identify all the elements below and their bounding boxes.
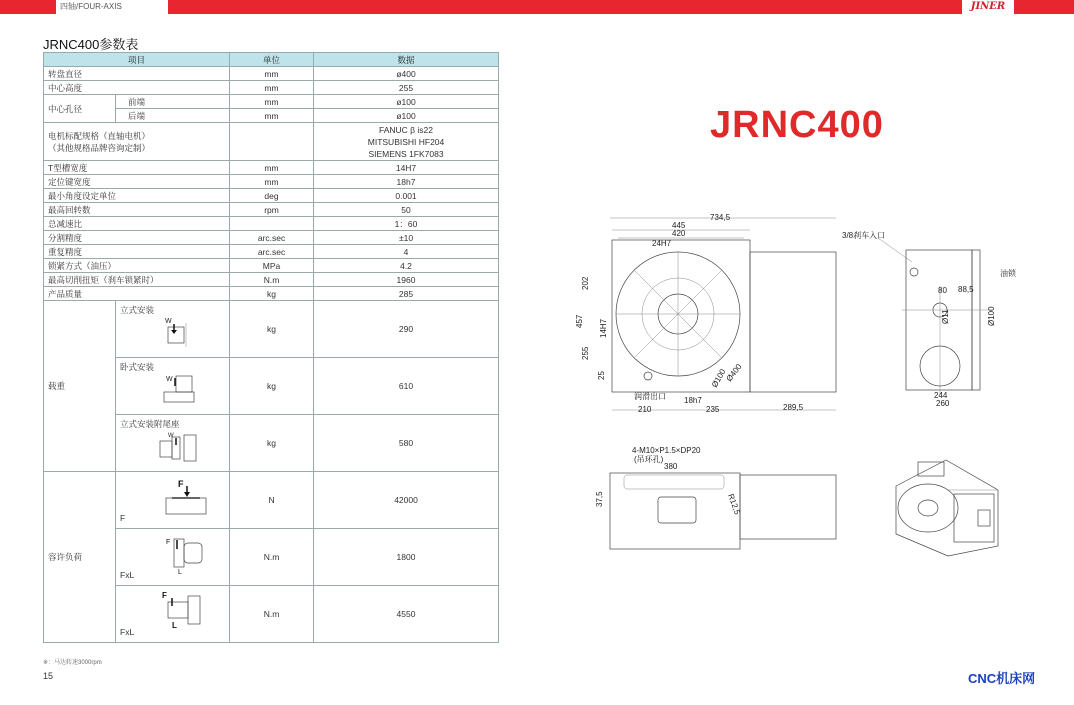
table-row bbox=[44, 67, 499, 81]
row-unit: mm bbox=[230, 95, 314, 109]
svg-text:W: W bbox=[166, 376, 173, 383]
table-row bbox=[44, 189, 499, 203]
row-value: 1800 bbox=[314, 529, 499, 586]
row-value: 50 bbox=[314, 203, 499, 217]
row-value: 14H7 bbox=[314, 161, 499, 175]
model-name: JRNC400 bbox=[710, 104, 884, 146]
dim-dia-11: Ø11 bbox=[941, 309, 950, 324]
hole-note-2: (吊环孔) bbox=[634, 455, 664, 464]
motor-item-line2: （其他规格品牌咨询定制） bbox=[48, 142, 151, 153]
dim-457: 457 bbox=[575, 314, 584, 328]
table-row bbox=[44, 175, 499, 189]
dim-dia-100: Ø100 bbox=[709, 367, 728, 389]
row-item bbox=[44, 123, 230, 161]
top-view-drawing bbox=[594, 445, 844, 560]
horizontal-mount-icon bbox=[156, 372, 200, 406]
dim-2895: 289,5 bbox=[783, 403, 804, 412]
row-value: 42000 bbox=[314, 472, 499, 529]
motor-item-line1: 电机标配规格（直轴电机） bbox=[48, 130, 151, 141]
dim-202: 202 bbox=[581, 276, 590, 290]
row-item: 分割精度 bbox=[44, 231, 230, 245]
release-label: 油锁 bbox=[1000, 269, 1016, 278]
load-tailstock-cell bbox=[116, 415, 230, 472]
row-unit: mm bbox=[230, 175, 314, 189]
row-value: 255 bbox=[314, 81, 499, 95]
dim-total-width: 734,5 bbox=[710, 213, 731, 222]
allowable-label: 容许负荷 bbox=[44, 472, 116, 643]
row-value: 610 bbox=[314, 358, 499, 415]
row-value: ø400 bbox=[314, 67, 499, 81]
watermark: CNC机床网 bbox=[968, 671, 1036, 686]
row-unit bbox=[230, 217, 314, 231]
row-item: T型槽宽度 bbox=[44, 161, 230, 175]
svg-text:W: W bbox=[168, 433, 174, 439]
brake-inlet-label: 3/8刹车入口 bbox=[842, 231, 886, 240]
load-vertical-cell bbox=[116, 301, 230, 358]
dim-885: 88,5 bbox=[958, 285, 974, 294]
front-view-drawing bbox=[575, 210, 838, 415]
dim-235: 235 bbox=[706, 405, 720, 414]
row-item: 最高切削扭矩（刹车锁紧时） bbox=[44, 273, 230, 287]
table-row bbox=[44, 287, 499, 301]
hole-note: 4-M10×P1.5×DP20 bbox=[632, 446, 701, 455]
load-tailstock-label: 立式安装附尾座 bbox=[120, 419, 180, 429]
side-view-drawing bbox=[842, 226, 1027, 411]
row-value: ø100 bbox=[314, 95, 499, 109]
header-value: 数据 bbox=[314, 53, 499, 67]
spec-table bbox=[43, 52, 499, 643]
table-row-allowable-axial bbox=[44, 472, 499, 529]
dim-445: 445 bbox=[672, 221, 686, 230]
row-value: 18h7 bbox=[314, 175, 499, 189]
footnote: ※：马达转速3000rpm bbox=[43, 660, 102, 666]
row-unit: N.m bbox=[230, 586, 314, 643]
row-value: 0.001 bbox=[314, 189, 499, 203]
row-item: 重复精度 bbox=[44, 245, 230, 259]
table-row bbox=[44, 259, 499, 273]
row-unit: rpm bbox=[230, 203, 314, 217]
dim-r125: R12,5 bbox=[726, 492, 742, 516]
dim-18h7: 18h7 bbox=[684, 396, 702, 405]
row-value bbox=[314, 123, 499, 161]
row-unit: mm bbox=[230, 67, 314, 81]
table-row bbox=[44, 81, 499, 95]
row-value: 4 bbox=[314, 245, 499, 259]
svg-text:L: L bbox=[178, 569, 182, 576]
dim-14h7: 14H7 bbox=[599, 318, 608, 338]
row-value: 4.2 bbox=[314, 259, 499, 273]
dim-dia-100-side: Ø100 bbox=[987, 306, 996, 326]
row-item: 最高回转数 bbox=[44, 203, 230, 217]
row-item: 总减速比 bbox=[44, 217, 230, 231]
svg-text:F: F bbox=[178, 479, 184, 489]
page-number: 15 bbox=[43, 671, 54, 681]
dim-80: 80 bbox=[938, 286, 947, 295]
dim-380: 380 bbox=[664, 462, 678, 471]
row-subitem: 后端 bbox=[116, 109, 230, 123]
row-value: 1960 bbox=[314, 273, 499, 287]
row-unit: deg bbox=[230, 189, 314, 203]
row-unit: N bbox=[230, 472, 314, 529]
motor-mitsubishi: MITSUBISHI HF204 bbox=[367, 136, 445, 147]
axial-load-icon bbox=[160, 478, 210, 516]
svg-text:W: W bbox=[165, 318, 172, 325]
moment-load-icon bbox=[160, 590, 210, 630]
row-item: 中心高度 bbox=[44, 81, 230, 95]
load-label: 载重 bbox=[44, 301, 116, 472]
allowable-moment1-cell bbox=[116, 529, 230, 586]
dim-210: 210 bbox=[638, 405, 652, 414]
allowable-moment1-label: FxL bbox=[120, 570, 135, 580]
dim-dia-400: Ø400 bbox=[724, 362, 744, 384]
row-item: 中心孔径 bbox=[44, 95, 116, 123]
row-unit: kg bbox=[230, 358, 314, 415]
row-item: 最小角度设定单位 bbox=[44, 189, 230, 203]
top-bar bbox=[0, 0, 1074, 14]
header-unit: 单位 bbox=[230, 53, 314, 67]
row-unit: N.m bbox=[230, 529, 314, 586]
row-value: 4550 bbox=[314, 586, 499, 643]
row-value: 580 bbox=[314, 415, 499, 472]
dim-260: 260 bbox=[936, 399, 950, 408]
section-tab: 四轴/FOUR-AXIS bbox=[56, 0, 168, 14]
table-header-row bbox=[44, 53, 499, 67]
row-unit: arc.sec bbox=[230, 231, 314, 245]
row-unit: mm bbox=[230, 109, 314, 123]
table-row bbox=[44, 273, 499, 287]
row-value: ø100 bbox=[314, 109, 499, 123]
row-item: 定位键宽度 bbox=[44, 175, 230, 189]
dim-244: 244 bbox=[934, 391, 948, 400]
load-horizontal-cell bbox=[116, 358, 230, 415]
load-vertical-label: 立式安装 bbox=[120, 305, 155, 315]
table-row bbox=[44, 217, 499, 231]
tailstock-mount-icon bbox=[156, 429, 202, 463]
row-value: ±10 bbox=[314, 231, 499, 245]
row-unit bbox=[230, 123, 314, 161]
row-unit: arc.sec bbox=[230, 245, 314, 259]
table-row bbox=[44, 123, 499, 161]
allowable-moment2-label: FxL bbox=[120, 627, 135, 637]
row-unit: kg bbox=[230, 301, 314, 358]
table-row bbox=[44, 161, 499, 175]
row-value: 290 bbox=[314, 301, 499, 358]
table-row bbox=[44, 231, 499, 245]
row-unit: mm bbox=[230, 161, 314, 175]
dim-24h7: 24H7 bbox=[652, 239, 672, 248]
lube-outlet-label: 润滑出口 bbox=[634, 392, 666, 401]
motor-siemens: SIEMENS 1FK7083 bbox=[368, 148, 444, 159]
load-horizontal-label: 卧式安装 bbox=[120, 362, 155, 372]
isometric-view-drawing bbox=[888, 450, 1008, 560]
table-row bbox=[44, 95, 499, 109]
motor-fanuc: FANUC β is22 bbox=[379, 124, 434, 135]
svg-text:F: F bbox=[162, 591, 167, 600]
brand-logo: JINER bbox=[962, 0, 1014, 14]
table-row-load-vertical bbox=[44, 301, 499, 358]
allowable-axial-label: F bbox=[120, 513, 126, 523]
table-row bbox=[44, 203, 499, 217]
allowable-axial-cell bbox=[116, 472, 230, 529]
row-value: 1：60 bbox=[314, 217, 499, 231]
row-unit: kg bbox=[230, 287, 314, 301]
svg-text:L: L bbox=[172, 621, 177, 630]
dim-255: 255 bbox=[581, 346, 590, 360]
moment-load-icon bbox=[160, 535, 210, 575]
dim-420: 420 bbox=[672, 229, 686, 238]
row-unit: kg bbox=[230, 415, 314, 472]
row-subitem: 前端 bbox=[116, 95, 230, 109]
dim-25: 25 bbox=[597, 371, 606, 380]
row-item: 锁紧方式（油压） bbox=[44, 259, 230, 273]
dim-375: 37,5 bbox=[595, 491, 604, 507]
row-unit: mm bbox=[230, 81, 314, 95]
vertical-mount-icon bbox=[156, 315, 200, 349]
header-item: 项目 bbox=[44, 53, 230, 67]
row-item: 转盘直径 bbox=[44, 67, 230, 81]
row-unit: MPa bbox=[230, 259, 314, 273]
allowable-moment2-cell bbox=[116, 586, 230, 643]
table-row bbox=[44, 245, 499, 259]
row-value: 285 bbox=[314, 287, 499, 301]
row-unit: N.m bbox=[230, 273, 314, 287]
svg-text:F: F bbox=[166, 539, 171, 546]
row-item: 产品质量 bbox=[44, 287, 230, 301]
page-title: JRNC400参数表 bbox=[43, 37, 139, 52]
